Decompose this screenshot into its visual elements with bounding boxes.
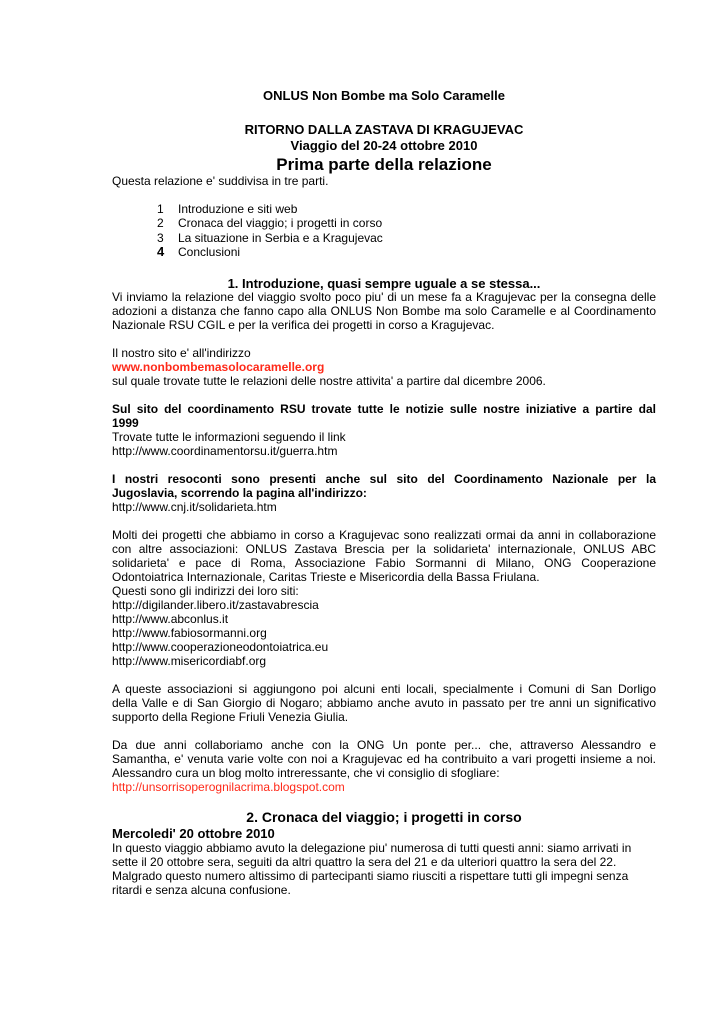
cnj-link[interactable]: http://www.cnj.it/solidarieta.htm	[112, 500, 277, 514]
site-intro: Il nostro sito e' all'indirizzo	[112, 346, 251, 360]
ong-block	[112, 738, 656, 794]
toc-item	[112, 231, 656, 245]
partner-link[interactable]: http://www.fabiosormanni.org	[112, 626, 267, 640]
text-line: Samantha, e' venuta varie volte con noi a Kragujevac ed ha contribuito a vari progetti insieme a noi.	[112, 752, 656, 766]
text-line: ritardi e senza alcuna confusione.	[112, 883, 291, 897]
doc-part-title: Prima parte della relazione	[276, 155, 492, 174]
text-line: Nazionale RSU CGIL e per la verifica dei progetti in corso a Kragujevac.	[112, 318, 495, 332]
section2-paragraph	[112, 841, 656, 897]
partner-link[interactable]: http://digilander.libero.it/zastavabrescia	[112, 598, 319, 612]
text-line: sette il 20 ottobre sera, seguiti da altri quattro la sera del 21 e da ulteriori quattro la sera del 22.	[112, 855, 617, 869]
toc-list	[112, 202, 656, 259]
blog-link[interactable]: http://unsorrisoperognilacrima.blogspot.com	[112, 780, 345, 794]
toc-num: 3	[157, 230, 164, 245]
text-line: A queste associazioni si aggiungono poi alcuni enti locali, specialmente i Comuni di San Dorligo	[112, 682, 656, 696]
text-line: con altre associazioni: ONLUS Zastava Brescia per la solidarieta' internazionale, ONLUS ABC	[112, 542, 656, 556]
local-block	[112, 682, 656, 724]
rsu-block	[112, 402, 656, 458]
section1-paragraph	[112, 290, 656, 332]
text-line: 1999	[112, 416, 139, 430]
toc-item	[112, 245, 656, 259]
text-line: adozioni a distanza che fanno capo alla ONLUS Non Bombe ma solo Caramelle e al Coordinamento	[112, 304, 656, 318]
doc-title: RITORNO DALLA ZASTAVA DI KRAGUJEVAC	[244, 122, 524, 137]
toc-label: Conclusioni	[178, 244, 241, 259]
rsu-text: Trovate tutte le informazioni seguendo il link	[112, 430, 346, 444]
toc-label: Introduzione e siti web	[178, 202, 298, 216]
site-link[interactable]: www.nonbombemasolocaramelle.org	[112, 360, 325, 374]
text-line: Jugoslavia, scorrendo la pagina all'indirizzo:	[112, 486, 367, 500]
section2-date: Mercoledi' 20 ottobre 2010	[112, 826, 275, 841]
cnj-block	[112, 472, 656, 514]
section2-heading: 2. Cronaca del viaggio; i progetti in corso	[246, 809, 522, 825]
partner-link[interactable]: http://www.abconlus.it	[112, 612, 229, 626]
text-line: Alessandro cura un blog molto intreressante, che vi consiglio di sfogliare:	[112, 766, 500, 780]
text-line: Odontoiatrica Internazionale, Caritas Trieste e Misericordia della Bassa Friulana.	[112, 570, 540, 584]
text-line: della Valle e di San Giorgio di Nogaro; abbiamo anche avuto in passato per tre anni un significativo	[112, 696, 656, 710]
text-line: supporto della Regione Friuli Venezia Giulia.	[112, 710, 349, 724]
toc-num: 4	[157, 243, 165, 259]
partner-link[interactable]: http://www.cooperazioneodontoiatrica.eu	[112, 640, 329, 654]
org-title: ONLUS Non Bombe ma Solo Caramelle	[263, 88, 505, 103]
doc-subtitle: Viaggio del 20-24 ottobre 2010	[290, 138, 478, 153]
toc-item	[112, 202, 656, 216]
partners-block	[112, 528, 656, 668]
text-line: Sul sito del coordinamento RSU trovate tutte le notizie sulle nostre iniziative a partire dal	[112, 402, 656, 416]
toc-item	[112, 216, 656, 230]
site-block	[112, 346, 656, 388]
partner-link[interactable]: http://www.misericordiabf.org	[112, 654, 267, 668]
site-after: sul quale trovate tutte le relazioni delle nostre attivita' a partire dal dicembre 2006.	[112, 374, 546, 388]
text-line: solidarieta' e pace di Roma, Associazione Fabio Sormanni di Milano, ONG Cooperazione	[112, 556, 656, 570]
partner-intro: Questi sono gli indirizzi dei loro siti:	[112, 584, 299, 598]
toc-label: Cronaca del viaggio; i progetti in corso	[178, 216, 383, 231]
toc-num: 1	[157, 202, 164, 216]
toc-num: 2	[157, 216, 164, 231]
text-line: I nostri resoconti sono presenti anche sul sito del Coordinamento Nazionale per la	[112, 472, 656, 486]
intro-text: Questa relazione e' suddivisa in tre parti.	[112, 174, 329, 188]
text-line: Malgrado questo numero altissimo di partecipanti siamo riusciti a rispettare tutti gli impegni senza	[112, 869, 629, 883]
section1-heading: 1. Introduzione, quasi sempre uguale a se stessa...	[227, 276, 541, 291]
rsu-link[interactable]: http://www.coordinamentorsu.it/guerra.htm	[112, 444, 338, 458]
toc-label: La situazione in Serbia e a Kragujevac	[178, 230, 383, 245]
text-line: Da due anni collaboriamo anche con la ONG Un ponte per... che, attraverso Alessandro e	[112, 738, 656, 752]
text-line: Molti dei progetti che abbiamo in corso a Kragujevac sono realizzati ormai da anni in collaborazione	[112, 528, 656, 542]
text-line: In questo viaggio abbiamo avuto la delegazione piu' numerosa di tutti questi anni: siamo arrivati in	[112, 841, 632, 855]
text-line: Vi inviamo la relazione del viaggio svolto poco piu' di un mese fa a Kragujevac per la consegna delle	[112, 290, 656, 304]
